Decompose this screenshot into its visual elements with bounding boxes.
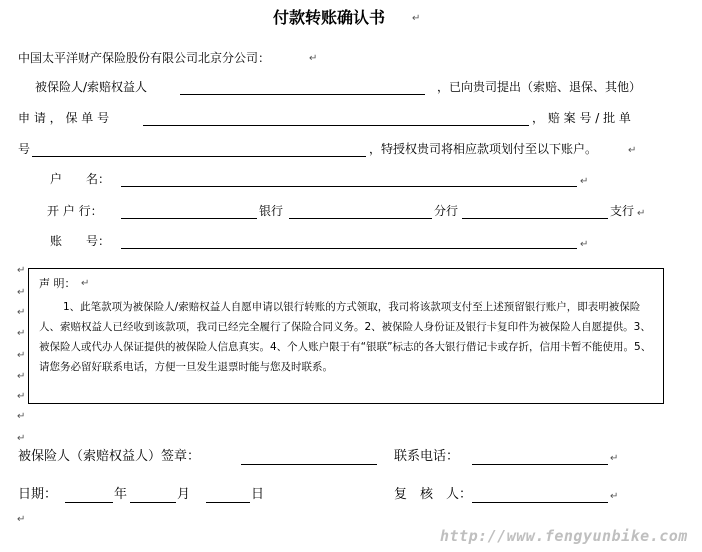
- paragraph-mark: ↵: [17, 328, 26, 339]
- reviewer-field[interactable]: [472, 502, 608, 503]
- branch-name-field[interactable]: [289, 218, 432, 219]
- para-authorization-text: ，特授权贵司将相应款项划付至以下账户。: [369, 142, 598, 156]
- account-number-field[interactable]: [121, 248, 577, 249]
- date-year-suffix: 年: [114, 487, 128, 502]
- signature-field[interactable]: [241, 464, 377, 465]
- date-day-field[interactable]: [206, 502, 250, 503]
- reviewer-label: 复 核 人：: [394, 487, 473, 502]
- para-endorsement-label: 号: [18, 142, 31, 156]
- document-title: 付款转账确认书: [273, 8, 386, 27]
- bank-suffix: 银行: [259, 204, 284, 218]
- addressee: 中国太平洋财产保险股份有限公司北京分公司：: [18, 51, 271, 65]
- paragraph-mark: ↵: [17, 265, 26, 276]
- paragraph-mark: ↵: [412, 13, 421, 24]
- paragraph-mark: ↵: [610, 491, 619, 502]
- bank-name-field[interactable]: [121, 218, 257, 219]
- insured-name-field[interactable]: [180, 94, 425, 95]
- account-name-label: 户 名：: [50, 172, 111, 186]
- date-month-suffix: 月: [177, 487, 191, 502]
- date-day-suffix: 日: [251, 487, 265, 502]
- notice-box: [28, 268, 664, 404]
- para-claim-number-label: ， 赔 案 号 / 批 单: [532, 111, 631, 125]
- paragraph-mark: ↵: [17, 514, 26, 525]
- notice-body: 1、此笔款项为被保险人/索赔权益人自愿申请以银行转账的方式领取，我司将该款项支付至上述预留银行账户，即表明被保险人、索赔权益人已经收到该款项，我司已经完全履行了保险合同义务。2、被保险人身份证及银行卡复印件为被保险人自愿提供。3、被保险人或代办人保证提供的被保险人信息真实。4、个人账户限于有“银联”标志的各大银行借记卡或存折，信用卡暂不能使用。5、请您务必留好联系电话，方便一旦发生退票时能与您及时联系。: [39, 301, 652, 373]
- paragraph-mark: ↵: [17, 411, 26, 422]
- paragraph-mark: ↵: [309, 53, 318, 64]
- account-name-field[interactable]: [121, 186, 577, 187]
- paragraph-mark: ↵: [637, 208, 646, 219]
- para-policy-label: 申 请 ， 保 单 号: [18, 111, 110, 125]
- paragraph-mark: ↵: [17, 433, 26, 444]
- account-number-label: 账 号：: [50, 234, 111, 248]
- endorsement-number-field[interactable]: [32, 156, 366, 157]
- paragraph-mark: ↵: [17, 391, 26, 402]
- phone-label: 联系电话：: [394, 449, 460, 464]
- paragraph-mark: ↵: [17, 287, 26, 298]
- paragraph-mark: ↵: [580, 176, 589, 187]
- paragraph-mark: ↵: [580, 239, 589, 250]
- paragraph-mark: ↵: [81, 278, 90, 289]
- phone-field[interactable]: [472, 464, 608, 465]
- watermark-url: http://www.fengyunbike.com: [440, 527, 688, 545]
- date-year-field[interactable]: [65, 502, 113, 503]
- para-insured-label: 被保险人/索赔权益人: [35, 80, 148, 94]
- subbranch-name-field[interactable]: [462, 218, 608, 219]
- para-claim-text: ，已向贵司提出（索赔、退保、其他）: [437, 80, 642, 94]
- subbranch-suffix: 支行: [610, 204, 635, 218]
- bank-label: 开 户 行：: [47, 204, 103, 218]
- branch-suffix: 分行: [434, 204, 459, 218]
- paragraph-mark: ↵: [17, 350, 26, 361]
- paragraph-mark: ↵: [610, 453, 619, 464]
- policy-number-field[interactable]: [143, 125, 529, 126]
- date-label: 日期：: [18, 487, 58, 502]
- notice-heading: 声 明：: [39, 277, 76, 290]
- date-month-field[interactable]: [130, 502, 176, 503]
- paragraph-mark: ↵: [17, 371, 26, 382]
- paragraph-mark: ↵: [17, 307, 26, 318]
- paragraph-mark: ↵: [628, 145, 637, 156]
- signature-label: 被保险人（索赔权益人）签章：: [18, 449, 201, 464]
